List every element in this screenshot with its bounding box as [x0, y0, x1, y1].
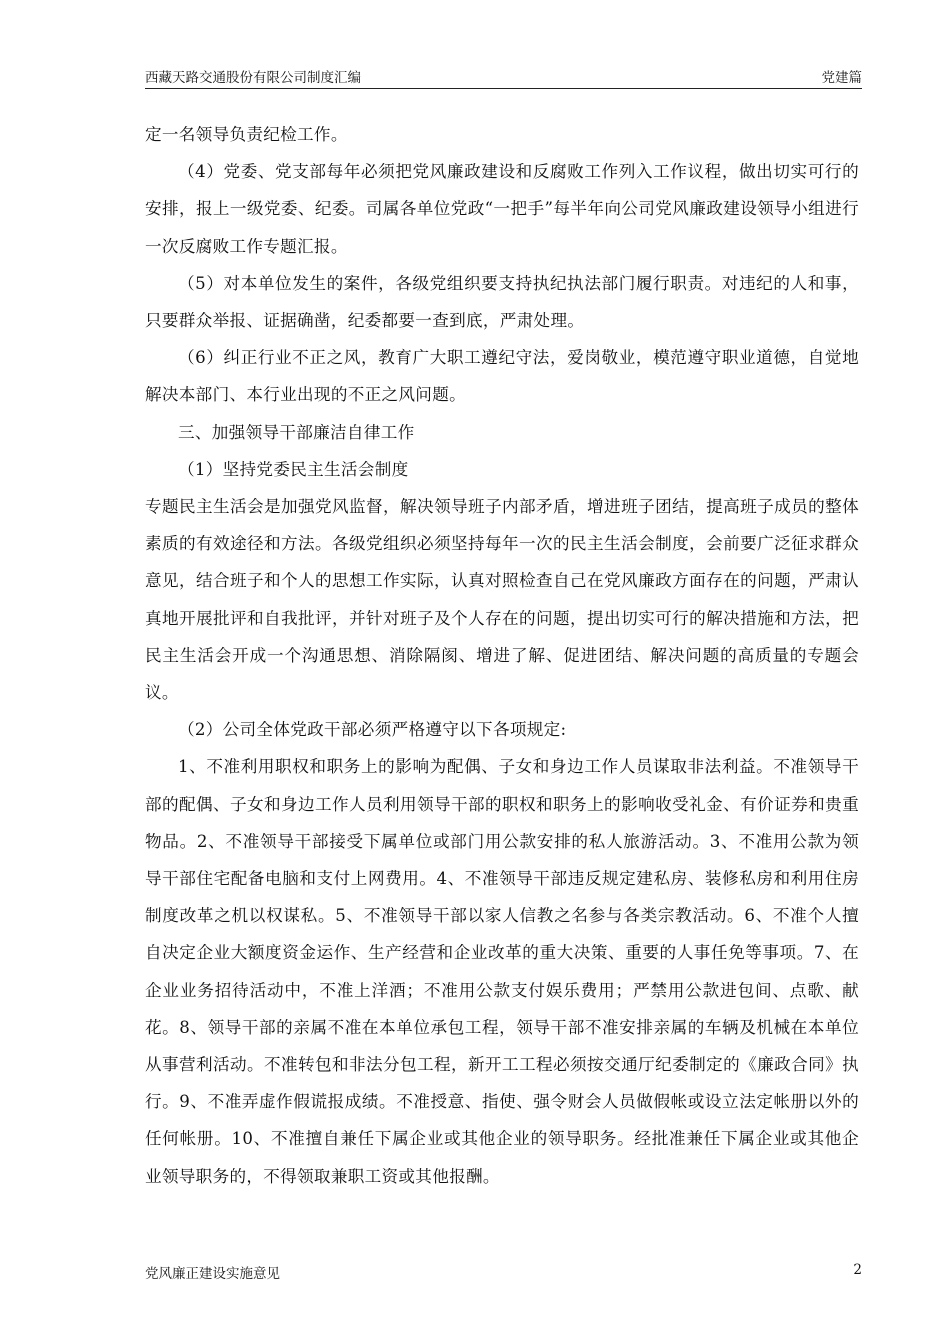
paragraph: 专题民主生活会是加强党风监督，解决领导班子内部矛盾，增进班子团结，提高班子成员的整体素质的有效途径和方法。各级党组织必须坚持每年一次的民主生活会制度，会前要广泛征求群众意见，结合班子和个人的思想工作实际，认真对照检查自己在党风廉政方面存在的问题，严肃认真地开展批评和自我批评，并针对班子及个人存在的问题，提出切实可行的解决措施和方法，把民主生活会开成一个沟通思想、消除隔阂、增进了解、促进团结、解决问题的高质量的专题会议。 [145, 497, 859, 703]
header-title: 西藏天路交通股份有限公司制度汇编 [145, 70, 361, 86]
document-body [145, 116, 859, 1195]
paragraph: （5）对本单位发生的案件，各级党组织要支持执纪执法部门履行职责。对违纪的人和事，只要群众举报、证据确凿，纪委都要一查到底，严肃处理。 [145, 273, 859, 331]
section-heading: 三、加强领导干部廉洁自律工作 [178, 422, 415, 442]
page-number: 2 [853, 1262, 862, 1278]
paragraph: （6）纠正行业不正之风，教育广大职工遵纪守法，爱岗敬业，模范遵守职业道德，自觉地解决本部门、本行业出现的不正之风问题。 [145, 348, 859, 405]
footer-title: 党风廉正建设实施意见 [145, 1266, 280, 1282]
paragraph: 定一名领导负责纪检工作。 [145, 125, 348, 144]
paragraph: （4）党委、党支部每年必须把党风廉政建设和反腐败工作列入工作议程，做出切实可行的安排，报上一级党委、纪委。司属各单位党政“一把手”每半年向公司党风廉政建设领导小组进行一次反腐败工作专题汇报。 [145, 162, 859, 256]
page-header [145, 64, 862, 89]
paragraph: 1、不准利用职权和职务上的影响为配偶、子女和身边工作人员谋取非法利益。不准领导干部的配偶、子女和身边工作人员利用领导干部的职权和职务上的影响收受礼金、有价证券和贵重物品。2、不准领导干部接受下属单位或部门用公款安排的私人旅游活动。3、不准用公款为领导干部住宅配备电脑和支付上网费用。4、不准领导干部违反规定建私房、装修私房和利用住房制度改革之机以权谋私。5、不准领导干部以家人信教之名参与各类宗教活动。6、不准个人擅自决定企业大额度资金运作、生产经营和企业改革的重大决策、重要的人事任免等事项。7、在企业业务招待活动中，不准上洋酒；不准用公款支付娱乐费用；严禁用公款进包间、点歌、献花。8、领导干部的亲属不准在本单位承包工程，领导干部不准安排亲属的车辆及机械在本单位从事营利活动。不准转包和非法分包工程，新开工工程必须按交通厅纪委制定的《廉政合同》执行。9、不准弄虚作假谎报成绩。不准授意、指使、强令财会人员做假帐或设立法定帐册以外的任何帐册。10、不准擅自兼任下属企业或其他企业的领导职务。经批准兼任下属企业或其他企业领导职务的，不得领取兼职工资或其他报酬。 [145, 757, 859, 1186]
header-section: 党建篇 [821, 70, 862, 86]
paragraph: （2）公司全体党政干部必须严格遵守以下各项规定: [178, 720, 567, 740]
subsection-heading: （1）坚持党委民主生活会制度 [178, 459, 409, 479]
